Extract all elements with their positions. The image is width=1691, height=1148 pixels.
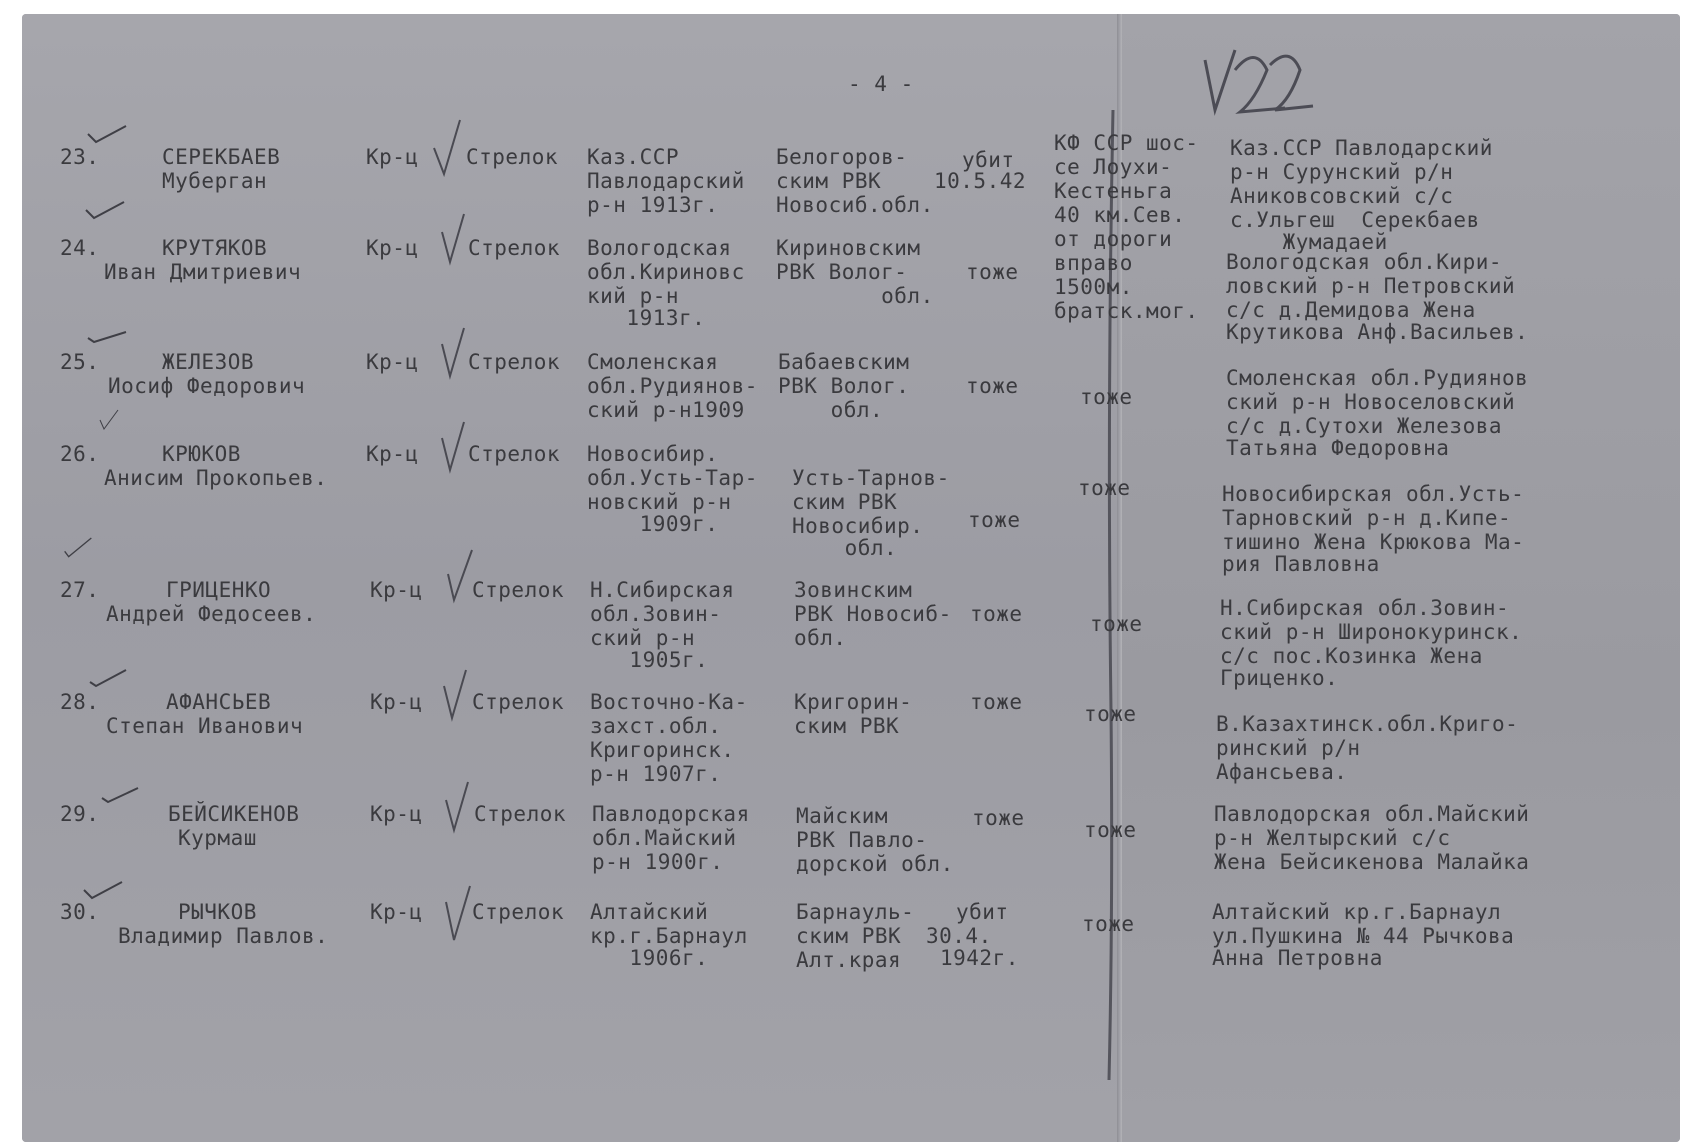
birth-line: кий р-н: [587, 284, 680, 308]
relatives-line: ский р-н Широнокуринск.: [1220, 620, 1523, 644]
status-line: тоже: [968, 508, 1021, 532]
role: Стрелок: [466, 145, 559, 169]
draft-line: ским РВК: [794, 714, 900, 738]
burial-line: се Лоухи-: [1054, 155, 1173, 179]
relatives-line: Алтайский кр.г.Барнаул: [1212, 900, 1502, 924]
row-number: 25.: [60, 350, 100, 374]
row-number: 24.: [60, 236, 100, 260]
check-mark: [440, 420, 470, 478]
row-number: 30.: [60, 900, 100, 924]
relatives-line: ловский р-н Петровский: [1226, 274, 1516, 298]
burial-line: тоже: [1080, 385, 1133, 409]
birth-line: Каз.ССР: [587, 145, 680, 169]
check-mark: [444, 780, 474, 838]
rank: Кр-ц: [366, 350, 419, 374]
relatives-line: ский р-н Новоселовский: [1226, 390, 1516, 414]
birth-line: 1909г.: [587, 512, 719, 536]
given-name: Степан Иванович: [106, 714, 304, 738]
given-name: Анисим Прокопьев.: [104, 466, 328, 490]
role: Стрелок: [468, 236, 561, 260]
row-number: 29.: [60, 802, 100, 826]
status-line: тоже: [970, 690, 1023, 714]
draft-line: Бабаевским: [778, 350, 910, 374]
given-name: Андрей Федосеев.: [106, 602, 317, 626]
relatives-line: р-н Желтырский с/с: [1214, 826, 1451, 850]
draft-line: дорской обл.: [796, 852, 954, 876]
relatives-line: Смоленская обл.Рудиянов: [1226, 366, 1529, 390]
draft-line: Новосибир.: [792, 514, 924, 538]
status-line: тоже: [970, 602, 1023, 626]
check-mark: [432, 118, 462, 176]
relatives-line: Вологодская обл.Кири-: [1226, 250, 1503, 274]
draft-line: РВК Волог.: [778, 374, 910, 398]
status-line: убит: [956, 900, 1009, 924]
row-number: 27.: [60, 578, 100, 602]
rank: Кр-ц: [370, 578, 423, 602]
tick-mark: [88, 124, 128, 144]
relatives-line: с.Ульгеш Серекбаев: [1230, 208, 1480, 232]
birth-line: Павлодорская: [592, 802, 750, 826]
burial-line: братск.мог.: [1054, 299, 1199, 323]
birth-line: кр.г.Барнаул: [590, 924, 748, 948]
page-number: - 4 -: [848, 72, 914, 96]
draft-line: Майским: [796, 804, 889, 828]
burial-line: тоже: [1084, 818, 1137, 842]
burial-line: 40 км.Сев.: [1054, 203, 1186, 227]
burial-line: тоже: [1082, 912, 1135, 936]
burial-line: 1500м.: [1054, 275, 1133, 299]
relatives-line: Аниковсовский с/с: [1230, 184, 1454, 208]
tick-mark: [88, 326, 128, 346]
check-mark: [440, 212, 470, 270]
birth-line: Н.Сибирская: [590, 578, 735, 602]
birth-line: 1913г.: [587, 306, 706, 330]
birth-line: 1905г.: [590, 648, 709, 672]
relatives-line: с/с пос.Козинка Жена: [1220, 644, 1483, 668]
role: Стрелок: [468, 442, 561, 466]
relatives-line: ринский р/н: [1216, 736, 1361, 760]
birth-line: ский р-н1909: [587, 398, 745, 422]
birth-line: Вологодская: [587, 236, 732, 260]
draft-line: Белогоров-: [776, 145, 908, 169]
draft-line: ским РВК: [792, 490, 898, 514]
tick-mark: [90, 668, 130, 688]
rank: Кр-ц: [366, 236, 419, 260]
birth-line: 1906г.: [590, 946, 709, 970]
relatives-line: Гриценко.: [1220, 666, 1339, 690]
relatives-line: с/с д.Сутохи Железова: [1226, 414, 1503, 438]
row-number: 26.: [60, 442, 100, 466]
status-line: 30.4.: [926, 924, 992, 948]
birth-line: Алтайский: [590, 900, 709, 924]
status-line: 1942г.: [940, 946, 1019, 970]
surname: КРУТЯКОВ: [162, 236, 268, 260]
birth-line: р-н 1907г.: [590, 762, 722, 786]
relatives-line: Каз.ССР Павлодарский: [1230, 136, 1493, 160]
draft-line: РВК Павло-: [796, 828, 928, 852]
relatives-line: Жена Бейсикенова Малайка: [1214, 850, 1530, 874]
rank: Кр-ц: [370, 802, 423, 826]
birth-line: Смоленская: [587, 350, 719, 374]
burial-line: вправо: [1054, 251, 1133, 275]
draft-line: Усть-Тарнов-: [792, 466, 950, 490]
birth-line: Восточно-Ка-: [590, 690, 748, 714]
surname: КРЮКОВ: [162, 442, 241, 466]
given-name: Курмаш: [178, 826, 257, 850]
role: Стрелок: [472, 578, 565, 602]
relatives-line: Тарновский р-н д.Кипе-: [1222, 506, 1512, 530]
birth-line: обл.Рудиянов-: [587, 374, 758, 398]
relatives-line: ул.Пушкина № 44 Рычкова: [1212, 924, 1515, 948]
given-name: Иван Дмитриевич: [104, 260, 302, 284]
draft-line: РВК Волог-: [776, 260, 908, 284]
check-mark: [440, 326, 470, 384]
relatives-line: с/с д.Демидова Жена: [1226, 298, 1476, 322]
draft-line: Алт.края: [796, 948, 902, 972]
tick-mark: [58, 538, 98, 558]
tick-mark: [84, 880, 124, 900]
check-mark: [442, 668, 472, 726]
relatives-line: Н.Сибирская обл.Зовин-: [1220, 596, 1510, 620]
birth-line: р-н 1913г.: [587, 193, 719, 217]
given-name: Владимир Павлов.: [118, 924, 329, 948]
birth-line: новский р-н: [587, 490, 732, 514]
birth-line: ский р-н: [590, 626, 696, 650]
surname: ГРИЦЕНКО: [166, 578, 272, 602]
draft-line: Кириновским: [776, 236, 921, 260]
status-line: тоже: [972, 806, 1025, 830]
rank: Кр-ц: [370, 900, 423, 924]
row-number: 28.: [60, 690, 100, 714]
burial-line: КФ ССР шос-: [1054, 131, 1199, 155]
birth-line: обл.Зовин-: [590, 602, 722, 626]
surname: ЖЕЛЕЗОВ: [162, 350, 255, 374]
row-number: 23.: [60, 145, 100, 169]
status-line: тоже: [966, 374, 1019, 398]
birth-line: захст.обл.: [590, 714, 722, 738]
surname: РЫЧКОВ: [178, 900, 257, 924]
birth-line: р-н 1900г.: [592, 850, 724, 874]
draft-line: обл.: [792, 536, 898, 560]
tick-mark: [102, 784, 142, 804]
relatives-line: Анна Петровна: [1212, 946, 1383, 970]
role: Стрелок: [468, 350, 561, 374]
draft-line: Новосиб.обл.: [776, 193, 934, 217]
surname: БЕЙСИКЕНОВ: [168, 802, 300, 826]
role: Стрелок: [472, 690, 565, 714]
birth-line: Павлодарский: [587, 169, 745, 193]
relatives-line: В.Казахтинск.обл.Криго-: [1216, 712, 1519, 736]
tick-mark: [90, 410, 130, 430]
rank: Кр-ц: [370, 690, 423, 714]
burial-line: от дороги: [1054, 227, 1173, 251]
relatives-line: Павлодорская обл.Майский: [1214, 802, 1530, 826]
birth-line: Новосибир.: [587, 442, 719, 466]
relatives-line: р-н Сурунский р/н: [1230, 160, 1454, 184]
tick-mark: [86, 200, 126, 220]
check-mark: [444, 884, 474, 942]
burial-line: тоже: [1084, 702, 1137, 726]
draft-line: ским РВК: [776, 169, 882, 193]
status-line: тоже: [966, 260, 1019, 284]
draft-line: обл.: [778, 398, 884, 422]
draft-line: РВК Новосиб-: [794, 602, 952, 626]
draft-line: ским РВК: [796, 924, 902, 948]
birth-line: обл.Усть-Тар-: [587, 466, 758, 490]
given-name: Иосиф Федорович: [108, 374, 306, 398]
relatives-line: Крутикова Анф.Васильев.: [1226, 320, 1529, 344]
draft-line: Кригорин-: [794, 690, 913, 714]
relatives-line: Новосибирская обл.Усть-: [1222, 482, 1525, 506]
given-name: Муберган: [162, 169, 268, 193]
birth-line: обл.Майский: [592, 826, 737, 850]
relatives-line: Татьяна Федоровна: [1226, 436, 1450, 460]
archive-mark: [1195, 40, 1315, 130]
rank: Кр-ц: [366, 145, 419, 169]
draft-line: обл.: [776, 284, 934, 308]
draft-line: Барнауль-: [796, 900, 915, 924]
birth-line: обл.Кириновс: [587, 260, 745, 284]
burial-line: тоже: [1090, 612, 1143, 636]
relatives-line: Афансьева.: [1216, 760, 1348, 784]
role: Стрелок: [474, 802, 567, 826]
relatives-line: тишино Жена Крюкова Ма-: [1222, 530, 1525, 554]
surname: АФАНСЬЕВ: [166, 690, 272, 714]
relatives-line: Жумадаей: [1230, 230, 1388, 254]
draft-line: обл.: [794, 626, 847, 650]
draft-line: Зовинским: [794, 578, 913, 602]
rank: Кр-ц: [366, 442, 419, 466]
status-line: 10.5.42: [934, 169, 1027, 193]
burial-line: тоже: [1078, 476, 1131, 500]
relatives-line: рия Павловна: [1222, 552, 1380, 576]
burial-line: Кестеньга: [1054, 179, 1173, 203]
surname: СЕРЕКБАЕВ: [162, 145, 281, 169]
status-line: убит: [962, 148, 1015, 172]
role: Стрелок: [472, 900, 565, 924]
birth-line: Кригоринск.: [590, 738, 735, 762]
